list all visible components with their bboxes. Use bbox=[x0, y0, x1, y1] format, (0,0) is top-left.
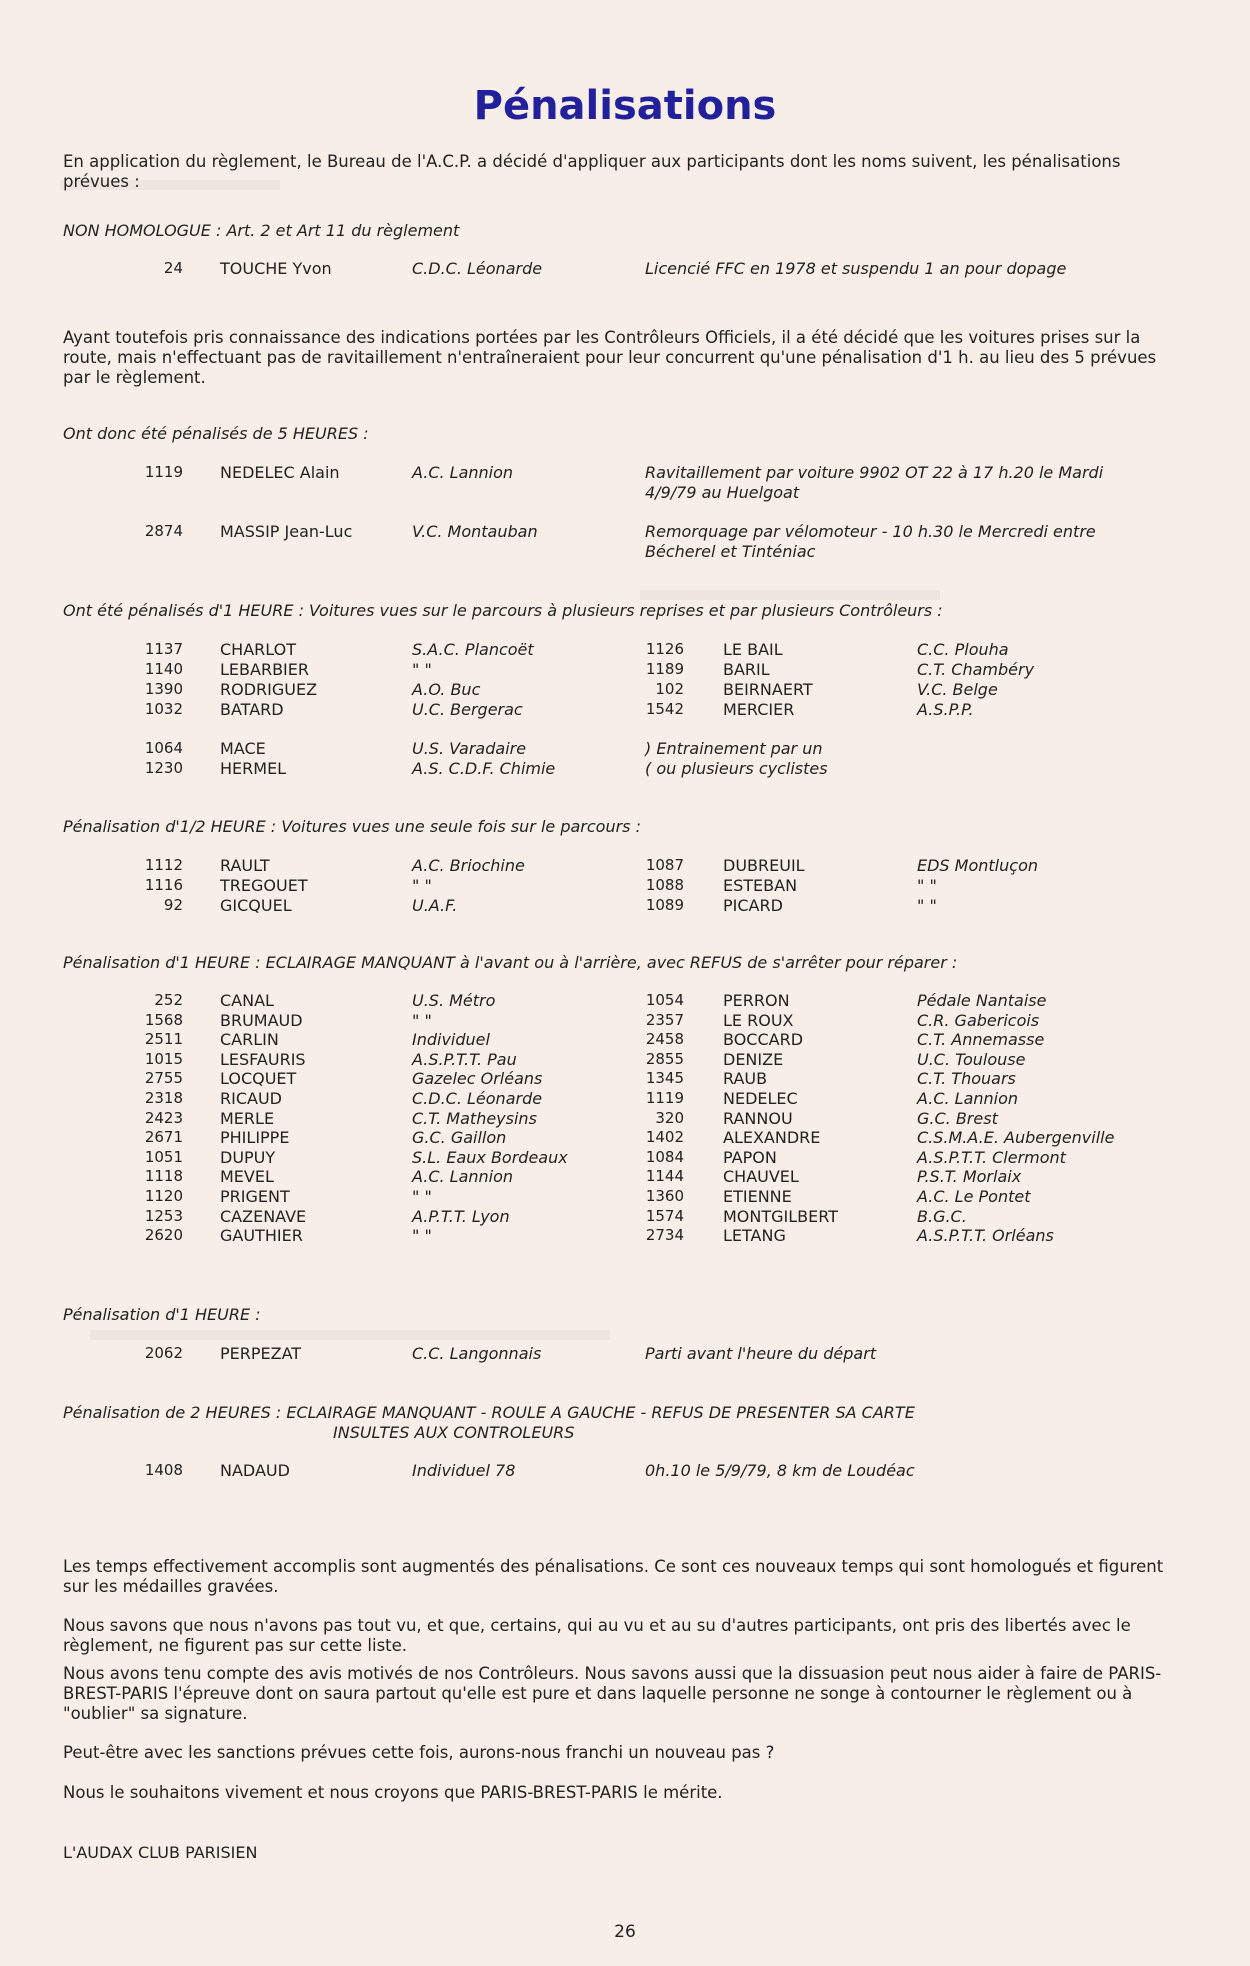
rider-name: CHARLOT bbox=[220, 640, 296, 659]
rider-number: 1089 bbox=[645, 896, 684, 914]
rider-name: GAUTHIER bbox=[220, 1226, 303, 1246]
rider-name: DUBREUIL bbox=[723, 856, 805, 875]
rider-club: EDS Montluçon bbox=[917, 856, 1038, 875]
rider-number: 1144 bbox=[645, 1167, 684, 1186]
rider-number: 1542 bbox=[645, 700, 684, 718]
section-header-eclairage: Pénalisation d'1 HEURE : ECLAIRAGE MANQUANT à l'avant ou à l'arrière, avec REFUS de s'arrêter pour réparer : bbox=[63, 953, 958, 972]
rider-number: 320 bbox=[655, 1108, 684, 1127]
rider-club: U.A.F. bbox=[412, 896, 458, 915]
note-line: ( ou plusieurs cyclistes bbox=[645, 759, 828, 778]
rider-remark: Remorquage par vélomoteur - 10 h.30 le Mercredi entre Bécherel et Tinténiac bbox=[645, 522, 1096, 561]
rider-number: 1064 bbox=[144, 739, 183, 757]
rider-club: U.C. Bergerac bbox=[412, 700, 523, 719]
rider-club: C.R. Gabericois bbox=[917, 1010, 1040, 1030]
rider-number: 1574 bbox=[645, 1206, 684, 1225]
rider-club: G.C. Gaillon bbox=[412, 1128, 507, 1148]
rider-name: DENIZE bbox=[723, 1049, 784, 1069]
rider-number: 1088 bbox=[645, 876, 684, 894]
note-line: ) Entrainement par un bbox=[645, 739, 823, 758]
rider-remark: Licencié FFC en 1978 et suspendu 1 an pour dopage bbox=[645, 259, 1067, 278]
rider-club: C.C. Plouha bbox=[917, 640, 1009, 659]
rider-name: RODRIGUEZ bbox=[220, 680, 318, 699]
rider-number: 2855 bbox=[645, 1049, 684, 1068]
rider-name: BRUMAUD bbox=[220, 1010, 303, 1030]
rider-number: 1360 bbox=[645, 1187, 684, 1205]
intro-paragraph: En application du règlement, le Bureau de l'A.C.P. a décidé d'appliquer aux participants dont les noms suivent, les pénalisations prévues : bbox=[63, 152, 1121, 191]
rider-number: 1032 bbox=[144, 700, 183, 718]
rider-remark: 0h.10 le 5/9/79, 8 km de Loudéac bbox=[645, 1461, 915, 1480]
rider-remark: Ravitaillement par voiture 9902 OT 22 à 17 h.20 le Mardi 4/9/79 au Huelgoat bbox=[645, 463, 1104, 502]
rider-name: LESFAURIS bbox=[220, 1049, 306, 1069]
rider-number: 1118 bbox=[144, 1167, 183, 1186]
rider-name: LE ROUX bbox=[723, 1010, 794, 1030]
rider-name: CAZENAVE bbox=[220, 1206, 307, 1226]
section-header-half-hour: Pénalisation d'1/2 HEURE : Voitures vues une seule fois sur le parcours : bbox=[63, 817, 641, 836]
rider-number: 2620 bbox=[144, 1226, 183, 1245]
rider-name: PRIGENT bbox=[220, 1187, 290, 1206]
rider-club: Individuel bbox=[412, 1030, 490, 1050]
rider-number: 92 bbox=[163, 896, 183, 914]
rider-number: 1137 bbox=[144, 640, 183, 658]
section-header-non-homologue: NON HOMOLOGUE : Art. 2 et Art 11 du règlement bbox=[63, 221, 460, 240]
rider-club: C.T. Thouars bbox=[917, 1069, 1016, 1089]
rider-club: A.O. Buc bbox=[412, 680, 481, 699]
rider-name: RAUB bbox=[723, 1069, 768, 1089]
rider-number: 1230 bbox=[144, 759, 183, 777]
rider-remark: Parti avant l'heure du départ bbox=[645, 1344, 877, 1363]
rider-number: 2357 bbox=[645, 1010, 684, 1029]
rider-number: 2318 bbox=[144, 1089, 183, 1107]
rider-club: U.S. Métro bbox=[412, 991, 496, 1010]
rider-club: U.C. Toulouse bbox=[917, 1049, 1026, 1069]
rider-name: NEDELEC Alain bbox=[220, 463, 340, 482]
rider-number: 2671 bbox=[144, 1128, 183, 1147]
rider-club: A.S.P.T.T. Clermont bbox=[917, 1147, 1066, 1167]
closing-paragraph: Peut-être avec les sanctions prévues cette fois, aurons-nous franchi un nouveau pas ? bbox=[63, 1743, 775, 1762]
rider-club: A.S.P.T.T. Pau bbox=[412, 1049, 517, 1069]
rider-club: Individuel 78 bbox=[412, 1461, 516, 1480]
rider-number: 1119 bbox=[144, 463, 183, 481]
rider-name: LEBARBIER bbox=[220, 660, 309, 679]
rider-club: " " bbox=[412, 660, 432, 679]
rider-club: A.C. Lannion bbox=[412, 1167, 514, 1187]
rider-name: MERLE bbox=[220, 1108, 275, 1128]
rider-name: RICAUD bbox=[220, 1089, 282, 1108]
rider-name: PICARD bbox=[723, 896, 783, 915]
rider-name: BEIRNAERT bbox=[723, 680, 813, 699]
rider-number: 1126 bbox=[645, 640, 684, 658]
rider-club: S.A.C. Plancoët bbox=[412, 640, 534, 659]
section-header-5h: Ont donc été pénalisés de 5 HEURES : bbox=[63, 424, 369, 443]
rider-number: 1054 bbox=[645, 991, 684, 1009]
closing-paragraph: Nous le souhaitons vivement et nous croyons que PARIS-BREST-PARIS le mérite. bbox=[63, 1783, 723, 1802]
rider-club: C.T. Chambéry bbox=[917, 660, 1035, 679]
rider-club: C.D.C. Léonarde bbox=[412, 259, 543, 278]
rider-number: 2755 bbox=[144, 1069, 183, 1088]
rider-club: A.S.P.P. bbox=[917, 700, 974, 719]
rider-club: C.D.C. Léonarde bbox=[412, 1089, 543, 1108]
page-title: Pénalisations bbox=[473, 82, 777, 129]
rider-name: NADAUD bbox=[220, 1461, 290, 1480]
rider-name: LOCQUET bbox=[220, 1069, 297, 1089]
rider-number: 1253 bbox=[144, 1206, 183, 1225]
rider-number: 2062 bbox=[144, 1344, 183, 1362]
rider-name: TREGOUET bbox=[220, 876, 308, 895]
rider-club: P.S.T. Morlaix bbox=[917, 1167, 1022, 1187]
show-through-mark bbox=[90, 1330, 610, 1340]
rider-name: MASSIP Jean-Luc bbox=[220, 522, 353, 541]
rider-number: 1015 bbox=[144, 1049, 183, 1068]
rider-club: A.C. Briochine bbox=[412, 856, 525, 875]
signature: L'AUDAX CLUB PARISIEN bbox=[63, 1843, 258, 1862]
rider-club: A.C. Le Pontet bbox=[917, 1187, 1031, 1206]
rider-club: A.S.P.T.T. Orléans bbox=[917, 1226, 1054, 1246]
rider-club: S.L. Eaux Bordeaux bbox=[412, 1147, 568, 1167]
rider-name: MERCIER bbox=[723, 700, 795, 719]
rider-name: CARLIN bbox=[220, 1030, 279, 1050]
rider-club: " " bbox=[917, 896, 937, 915]
rider-name: NEDELEC bbox=[723, 1089, 798, 1108]
rider-name: DUPUY bbox=[220, 1147, 276, 1167]
rider-club: " " bbox=[412, 1187, 432, 1206]
rider-number: 2874 bbox=[144, 522, 183, 540]
closing-paragraph: Nous savons que nous n'avons pas tout vu, et que, certains, qui au vu et au su d'autres participants, ont pris des libertés avec le règlement, ne figurent pas sur cette liste. bbox=[63, 1616, 1131, 1655]
rider-club: A.C. Lannion bbox=[412, 463, 514, 482]
rider-club: V.C. Montauban bbox=[412, 522, 538, 541]
rider-name: BOCCARD bbox=[723, 1030, 804, 1050]
rider-name: RANNOU bbox=[723, 1108, 793, 1128]
rider-name: MONTGILBERT bbox=[723, 1206, 838, 1226]
rider-name: GICQUEL bbox=[220, 896, 292, 915]
rider-name: PERPEZAT bbox=[220, 1344, 302, 1363]
rider-number: 252 bbox=[154, 991, 183, 1009]
rider-club: Gazelec Orléans bbox=[412, 1069, 543, 1089]
rider-name: PERRON bbox=[723, 991, 790, 1010]
rider-name: MACE bbox=[220, 739, 266, 758]
rider-club: C.T. Annemasse bbox=[917, 1030, 1045, 1050]
rider-name: RAULT bbox=[220, 856, 270, 875]
rider-number: 1345 bbox=[645, 1069, 684, 1088]
rider-club: A.C. Lannion bbox=[917, 1089, 1019, 1108]
closing-paragraph: Les temps effectivement accomplis sont augmentés des pénalisations. Ce sont ces nouveaux temps qui sont homologués et figurent sur les médailles gravées. bbox=[63, 1557, 1164, 1596]
rider-name: MEVEL bbox=[220, 1167, 274, 1187]
rider-club: " " bbox=[412, 1226, 432, 1246]
rider-number: 1390 bbox=[144, 680, 183, 698]
rider-number: 1051 bbox=[144, 1147, 183, 1166]
rider-name: ESTEBAN bbox=[723, 876, 798, 895]
rider-number: 1087 bbox=[645, 856, 684, 874]
rider-name: BARIL bbox=[723, 660, 770, 679]
rider-club: B.G.C. bbox=[917, 1206, 967, 1226]
rider-number: 1112 bbox=[144, 856, 183, 874]
rider-name: CANAL bbox=[220, 991, 274, 1010]
rider-number: 1120 bbox=[144, 1187, 183, 1205]
rider-name: PAPON bbox=[723, 1147, 777, 1167]
section-header-depart: Pénalisation d'1 HEURE : bbox=[63, 1305, 261, 1324]
rider-name: PHILIPPE bbox=[220, 1128, 290, 1148]
rider-club: Pédale Nantaise bbox=[917, 991, 1047, 1010]
rider-club: C.T. Matheysins bbox=[412, 1108, 537, 1128]
page-number: 26 bbox=[614, 1922, 636, 1942]
rider-club: A.S. C.D.F. Chimie bbox=[412, 759, 556, 778]
controleurs-paragraph: Ayant toutefois pris connaissance des indications portées par les Contrôleurs Officiels, il a été décidé que les voitures prises sur la route, mais n'effectuant pas de ravitaillement n'entraîneraient pour leur concurrent qu'une pénalisation d'1 h. au lieu des 5 prévues par le règlement. bbox=[63, 328, 1157, 387]
closing-paragraph: Nous avons tenu compte des avis motivés de nos Contrôleurs. Nous savons aussi que la dissuasion peut nous aider à faire de PARIS-BREST-PARIS l'épreuve dont on saura partout qu'elle est pure et dans laquelle personne ne songe à contourner le règlement ou à "oublier" sa signature. bbox=[63, 1664, 1162, 1723]
rider-number: 24 bbox=[163, 259, 183, 277]
rider-club: " " bbox=[412, 1010, 432, 1030]
rider-number: 2511 bbox=[144, 1030, 183, 1049]
rider-number: 1140 bbox=[144, 660, 183, 678]
rider-number: 1568 bbox=[144, 1010, 183, 1029]
rider-number: 1189 bbox=[645, 660, 684, 678]
rider-club: V.C. Belge bbox=[917, 680, 998, 699]
rider-number: 2458 bbox=[645, 1030, 684, 1049]
rider-club: C.S.M.A.E. Aubergenville bbox=[917, 1128, 1115, 1148]
rider-name: BATARD bbox=[220, 700, 284, 719]
rider-number: 2734 bbox=[645, 1226, 684, 1245]
rider-club: A.P.T.T. Lyon bbox=[412, 1206, 510, 1226]
rider-number: 1408 bbox=[144, 1461, 183, 1479]
section-header-2h: Pénalisation de 2 HEURES : ECLAIRAGE MANQUANT - ROULE A GAUCHE - REFUS DE PRESENTER SA CARTE bbox=[63, 1403, 915, 1422]
rider-name: LE BAIL bbox=[723, 640, 783, 659]
rider-name: ALEXANDRE bbox=[723, 1128, 821, 1148]
rider-number: 1402 bbox=[645, 1128, 684, 1147]
rider-club: G.C. Brest bbox=[917, 1108, 998, 1128]
rider-number: 102 bbox=[655, 680, 684, 698]
show-through-mark bbox=[640, 590, 940, 600]
rider-number: 1116 bbox=[144, 876, 183, 894]
rider-name: CHAUVEL bbox=[723, 1167, 799, 1187]
section-header-2h-line2: INSULTES AUX CONTROLEURS bbox=[333, 1423, 575, 1442]
rider-name: HERMEL bbox=[220, 759, 287, 778]
rider-number: 1084 bbox=[645, 1147, 684, 1166]
rider-name: LETANG bbox=[723, 1226, 786, 1246]
rider-number: 1119 bbox=[645, 1089, 684, 1107]
section-header-1h-voitures: Ont été pénalisés d'1 HEURE : Voitures vues sur le parcours à plusieurs reprises et par plusieurs Contrôleurs : bbox=[63, 601, 943, 620]
rider-name: ETIENNE bbox=[723, 1187, 792, 1206]
rider-number: 2423 bbox=[144, 1108, 183, 1127]
rider-club: C.C. Langonnais bbox=[412, 1344, 542, 1363]
rider-name: TOUCHE Yvon bbox=[220, 259, 332, 278]
rider-club: U.S. Varadaire bbox=[412, 739, 527, 758]
rider-club: " " bbox=[412, 876, 432, 895]
rider-club: " " bbox=[917, 876, 937, 895]
